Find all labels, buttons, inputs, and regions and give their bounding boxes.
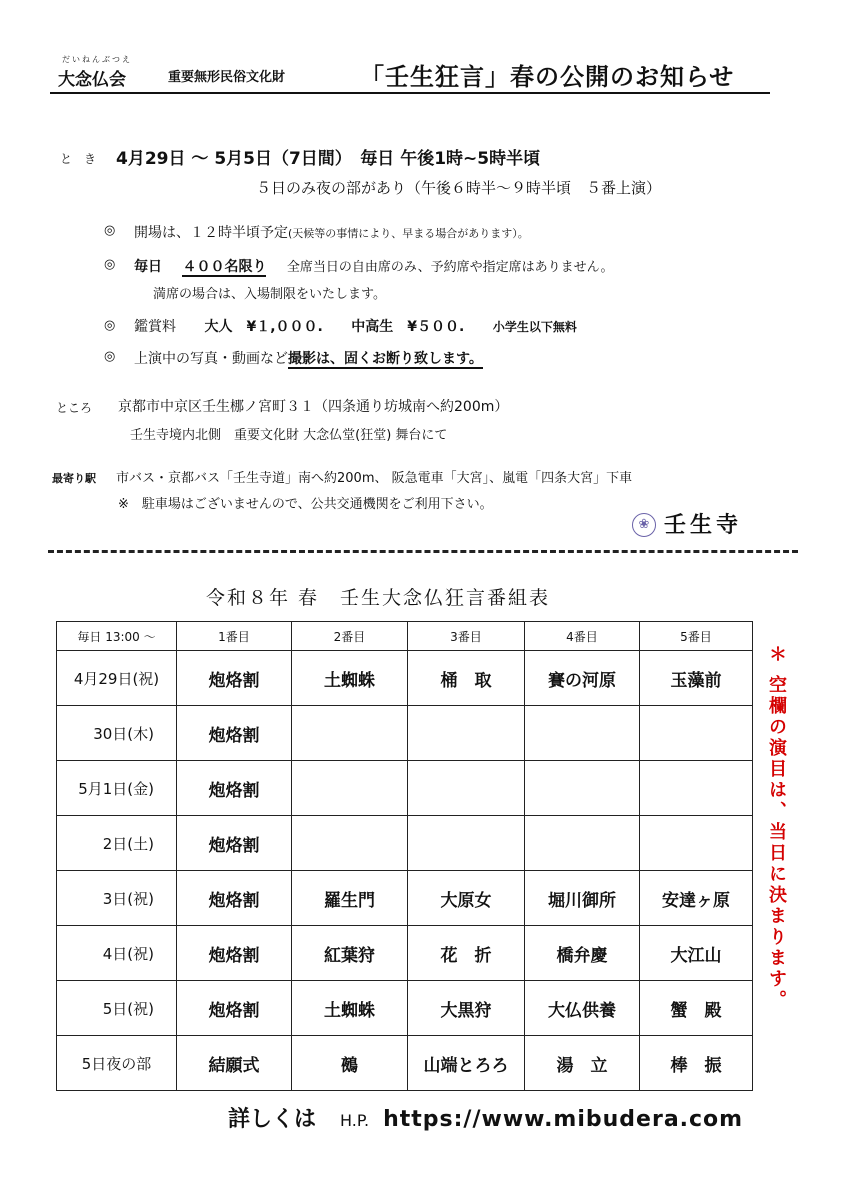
play-cell: 桶 取	[408, 651, 525, 706]
header-time: 毎日 13:00 ～	[57, 622, 177, 651]
play-cell	[640, 761, 753, 816]
fee-line: 鑑賞料 大人 ¥１,０００. 中高生 ¥５００. 小学生以下無料	[134, 319, 577, 335]
play-cell: 炮烙割	[177, 816, 292, 871]
date-cell: 4月29日(祝)	[57, 651, 177, 706]
play-cell: 大江山	[640, 926, 753, 981]
temple-name: 壬生寺	[664, 513, 743, 538]
play-cell: 大仏供養	[525, 981, 640, 1036]
capacity-limit: ４００名限り	[182, 259, 267, 275]
side-note: ＊ 空欄の演目は、当日に決まります。	[766, 645, 787, 1012]
header-org: 大念仏会	[58, 70, 126, 90]
play-cell	[408, 761, 525, 816]
play-cell	[525, 706, 640, 761]
date-cell: 2日(土)	[57, 816, 177, 871]
play-cell: 山端とろろ	[408, 1036, 525, 1091]
header-ruby: だいねんぶつえ	[62, 55, 132, 64]
play-cell: 棒 振	[640, 1036, 753, 1091]
date-cell: 5月1日(金)	[57, 761, 177, 816]
play-cell	[292, 706, 408, 761]
header-slot-5: 5番目	[640, 622, 753, 651]
table-row	[57, 651, 753, 706]
schedule-header-row	[57, 622, 753, 651]
play-cell: 玉藻前	[640, 651, 753, 706]
play-cell	[640, 816, 753, 871]
station-label: 最寄り駅	[52, 472, 96, 485]
play-cell: 大黒狩	[408, 981, 525, 1036]
venue: 壬生寺境内北側 重要文化財 大念仏堂(狂堂) 舞台にて	[130, 428, 448, 443]
play-cell: 土蜘蛛	[292, 651, 408, 706]
photo-notice: 上演中の写真・動画など撮影は、固くお断り致します。	[134, 351, 483, 367]
play-cell: 羅生門	[292, 871, 408, 926]
play-cell: 花 折	[408, 926, 525, 981]
bullet-mark: ◎	[104, 349, 116, 364]
date-cell: 30日(木)	[57, 706, 177, 761]
capacity-line: 毎日 ４００名限り 全席当日の自由席のみ、予約席や指定席はありません。	[134, 259, 614, 275]
full-notice: 満席の場合は、入場制限をいたします。	[153, 287, 386, 302]
play-cell: 湯 立	[525, 1036, 640, 1091]
header-subtitle: 重要無形民俗文化財	[168, 70, 286, 85]
play-cell	[292, 761, 408, 816]
play-cell: 大原女	[408, 871, 525, 926]
play-cell: 堀川御所	[525, 871, 640, 926]
play-cell: 蟹 殿	[640, 981, 753, 1036]
bullet-mark: ◎	[104, 318, 116, 333]
header-slot-2: 2番目	[292, 622, 408, 651]
where-label: ところ	[56, 401, 93, 415]
play-cell: 結願式	[177, 1036, 292, 1091]
footer-hp: H.P.	[340, 1111, 370, 1130]
dashed-divider	[48, 550, 798, 553]
play-cell: 炮烙割	[177, 761, 292, 816]
date-cell: 5日夜の部	[57, 1036, 177, 1091]
when-night: ５日のみ夜の部があり（午後６時半～９時半頃 ５番上演）	[256, 179, 662, 197]
page-header	[50, 52, 770, 94]
play-cell	[640, 706, 753, 761]
play-cell: 炮烙割	[177, 871, 292, 926]
bullet-mark: ◎	[104, 257, 116, 272]
play-cell: 炮烙割	[177, 926, 292, 981]
header-slot-3: 3番目	[408, 622, 525, 651]
when-label: と き	[60, 152, 97, 166]
date-cell: 5日(祝)	[57, 981, 177, 1036]
table-row	[57, 926, 753, 981]
bullet-mark: ◎	[104, 223, 116, 238]
when-main: 4月29日 ～ 5月5日（7日間） 毎日 午後1時~5時半頃	[116, 149, 541, 169]
header-slot-4: 4番目	[525, 622, 640, 651]
header-slot-1: 1番目	[177, 622, 292, 651]
page-title: 「壬生狂言」春の公開のお知らせ	[360, 63, 735, 91]
date-cell: 3日(祝)	[57, 871, 177, 926]
play-cell	[525, 761, 640, 816]
table-row	[57, 761, 753, 816]
play-cell: 紅葉狩	[292, 926, 408, 981]
play-cell: 炮烙割	[177, 981, 292, 1036]
play-cell: 橋弁慶	[525, 926, 640, 981]
address: 京都市中京区壬生梛ノ宮町３１（四条通り坊城南へ約200m）	[118, 399, 509, 415]
play-cell	[525, 816, 640, 871]
schedule-title: 令和８年 春 壬生大念仏狂言番組表	[206, 587, 551, 609]
table-row	[57, 816, 753, 871]
table-row	[57, 1036, 753, 1091]
flower-emblem-icon: ❀	[632, 513, 656, 537]
table-row	[57, 981, 753, 1036]
schedule-table	[56, 621, 753, 1091]
play-cell	[408, 816, 525, 871]
table-row	[57, 706, 753, 761]
play-cell: 炮烙割	[177, 651, 292, 706]
footer	[228, 1102, 743, 1133]
play-cell: 安達ヶ原	[640, 871, 753, 926]
parking-notice: ※ 駐車場はございませんので、公共交通機関をご利用下さい。	[118, 497, 493, 512]
play-cell	[408, 706, 525, 761]
table-row	[57, 871, 753, 926]
date-cell: 4日(祝)	[57, 926, 177, 981]
access-line: 市バス・京都バス「壬生寺道」南へ約200m、 阪急電車「大宮」、嵐電「四条大宮」下車	[116, 471, 633, 486]
play-cell: 鵺	[292, 1036, 408, 1091]
play-cell: 賽の河原	[525, 651, 640, 706]
play-cell: 炮烙割	[177, 706, 292, 761]
website-link[interactable]: https://www.mibudera.com	[383, 1107, 744, 1132]
play-cell	[292, 816, 408, 871]
open-time: 開場は、１２時半頃予定(天候等の事情により、早まる場合があります）。	[134, 225, 529, 241]
play-cell: 土蜘蛛	[292, 981, 408, 1036]
footer-more: 詳しくは	[228, 1107, 317, 1132]
